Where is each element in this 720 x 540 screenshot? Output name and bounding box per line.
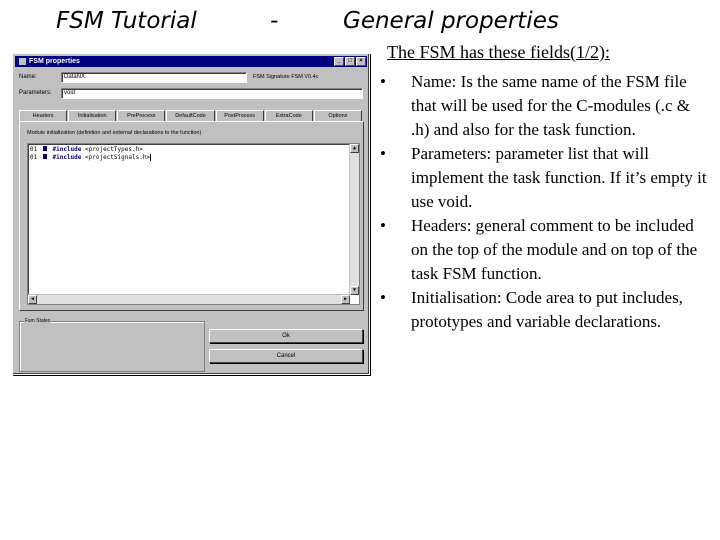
scroll-down-icon[interactable]: ▼: [350, 286, 359, 295]
parameters-label: Parameters:: [19, 90, 52, 96]
close-button[interactable]: ×: [356, 57, 366, 66]
line-marker-icon: [43, 146, 47, 151]
signature-label: FSM Signature FSM V0.4c: [253, 74, 319, 80]
window-title: FSM properties: [29, 58, 80, 65]
cancel-button[interactable]: Cancel: [209, 349, 363, 363]
fsm-states-group: [19, 318, 205, 372]
tab-options[interactable]: Options: [314, 110, 362, 122]
bullet-icon: •: [380, 216, 386, 235]
tab-initialisation[interactable]: Initialisation: [68, 110, 116, 122]
line-number: 01: [30, 154, 38, 161]
tab-extracode[interactable]: ExtraCode: [265, 110, 313, 122]
text-cursor: [150, 154, 151, 161]
tab-postprocess[interactable]: PostProcess: [216, 110, 264, 122]
bullet-item: [380, 70, 710, 142]
tab-headers[interactable]: Headers: [19, 110, 67, 122]
line-number: 01: [30, 146, 38, 153]
scroll-up-icon[interactable]: ▲: [350, 144, 359, 153]
bullet-text: Headers: general comment to be included on the top of the module and on top of the task FSM function.: [411, 216, 698, 283]
code-text: <projectSignals.h>: [81, 154, 151, 161]
vertical-scrollbar[interactable]: [349, 144, 359, 295]
bullet-icon: •: [380, 72, 386, 91]
bullet-text: Parameters: parameter list that will implement the task function. If it’s empty it use void.: [411, 144, 707, 211]
bullet-icon: •: [380, 144, 386, 163]
bullet-item: [380, 286, 710, 334]
fsm-properties-window: [12, 53, 370, 375]
bullet-text: Initialisation: Code area to put includes, prototypes and variable declarations.: [411, 288, 683, 331]
code-keyword: #include: [52, 146, 82, 153]
parameters-field[interactable]: void: [61, 88, 363, 99]
intro-text: The FSM has these fields(1/2):: [387, 42, 610, 62]
code-line: [30, 146, 143, 153]
window-titlebar: [15, 56, 367, 67]
ok-button[interactable]: Ok: [209, 329, 363, 343]
scroll-right-icon[interactable]: ▶: [341, 295, 350, 304]
tab-defaultcode[interactable]: DefaultCode: [166, 110, 214, 122]
horizontal-scrollbar[interactable]: [28, 294, 350, 304]
minimize-button[interactable]: _: [334, 57, 344, 66]
slide-title-left: FSM Tutorial: [56, 8, 197, 34]
scroll-left-icon[interactable]: ◀: [28, 295, 37, 304]
line-marker-icon: [43, 154, 47, 159]
maximize-button[interactable]: □: [345, 57, 355, 66]
module-label: Module initialization (definition and external declarations to the function): [27, 130, 202, 136]
code-line: [30, 154, 151, 161]
code-keyword: #include: [52, 154, 82, 161]
tab-preprocess[interactable]: PreProcess: [117, 110, 165, 122]
bullet-item: [380, 142, 710, 214]
bullet-icon: •: [380, 288, 386, 307]
code-editor[interactable]: [27, 143, 360, 305]
bullet-list: [380, 70, 710, 334]
bullet-text: Name: Is the same name of the FSM file that will be used for the C-modules (.c & .h) and also for the task function.: [411, 72, 691, 139]
code-text: <projectTypes.h>: [81, 146, 143, 153]
slide-title-dash: -: [270, 8, 279, 34]
app-icon: [19, 58, 26, 65]
bullet-item: [380, 214, 710, 286]
group-caption: Fsm States: [25, 318, 51, 324]
slide-title-right: General properties: [343, 8, 559, 34]
name-label: Name:: [19, 74, 37, 80]
name-field[interactable]: DataNX: [61, 72, 247, 83]
